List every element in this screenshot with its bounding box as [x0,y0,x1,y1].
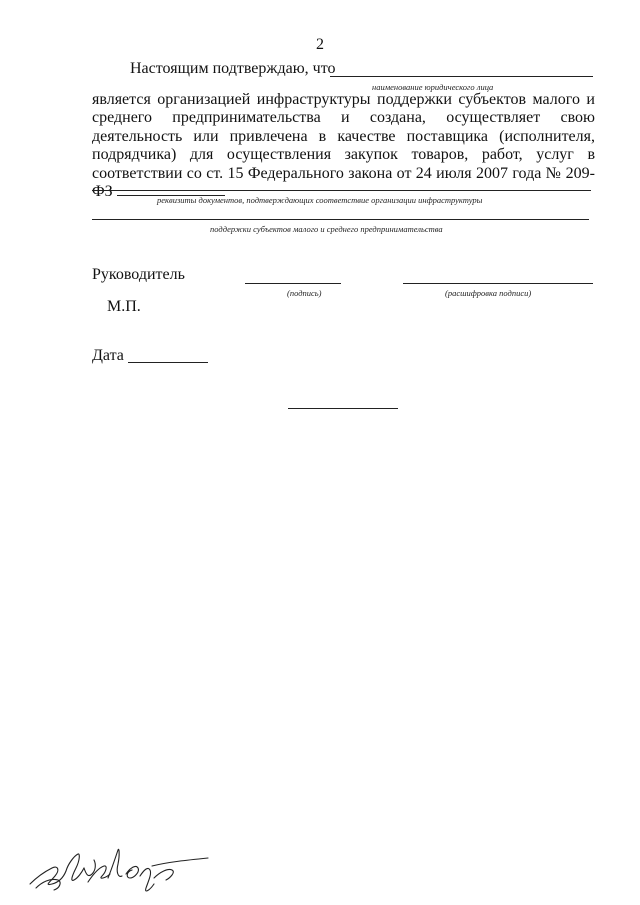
requisites-blank-2[interactable] [92,219,589,220]
entity-name-blank[interactable] [330,76,593,77]
page-number: 2 [316,36,324,53]
confirmation-lead: Настоящим подтверждаю, что [130,60,336,77]
date-label: Дата [92,347,124,364]
confirmation-body-text: является организацией инфраструктуры поддержки субъектов малого и среднего предпринимательства и создана, осуществляет свою деятельность или привлечена в качестве поставщика (исполнителя, подрядчика) для осуществления закупок товаров, работ, услуг в соответствии со ст. 15 Федерального закона от 24 июля 2007 года № 209-ФЗ [92,91,595,201]
entity-name-caption: наименование юридического лица [372,82,494,92]
signature-blank[interactable] [245,283,341,284]
requisites-caption-2: поддержки субъектов малого и среднего предпринимательства [210,224,443,234]
date-blank[interactable] [128,362,208,363]
head-label: Руководитель [92,266,185,283]
stamp-label: М.П. [107,298,141,315]
signature-caption: (подпись) [287,288,322,298]
signature-decoding-blank[interactable] [403,283,593,284]
handwritten-signature [22,838,212,900]
confirmation-body [92,91,595,201]
requisites-caption-1: реквизиты документов, подтверждающих соответствие организации инфраструктуры [157,195,483,205]
requisites-blank-1[interactable] [92,190,591,191]
closing-rule [288,408,398,409]
signature-decoding-caption: (расшифровка подписи) [445,288,532,298]
